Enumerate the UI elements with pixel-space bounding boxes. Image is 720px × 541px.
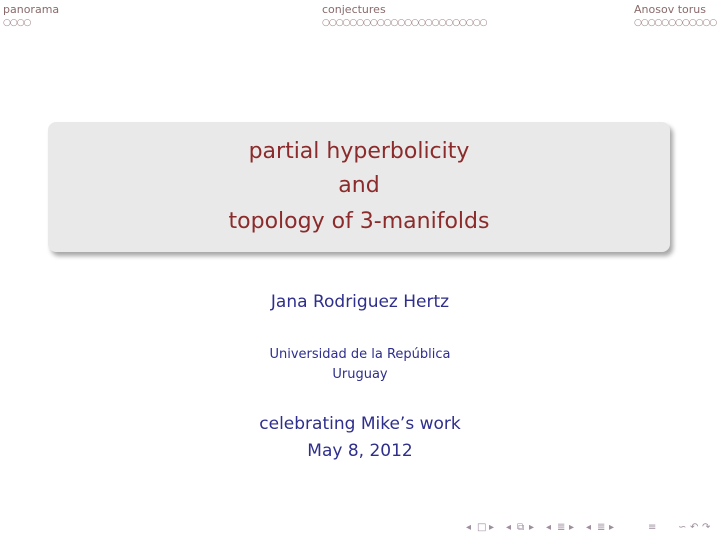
nav-subsection-icon[interactable]: ⧉ [517, 522, 525, 533]
nav-section-anosov-torus[interactable]: Anosov torus [634, 3, 706, 16]
nav-left-arrow-icon[interactable]: ◂ [506, 522, 512, 533]
nav-right-arrow-icon[interactable]: ▸ [529, 522, 535, 533]
institution-name: Universidad de la República [269, 347, 451, 362]
nav-appendix-icon[interactable]: ≡ [648, 522, 657, 533]
date-line: May 8, 2012 [307, 441, 413, 461]
nav-search-icon[interactable]: ∽ [678, 522, 687, 533]
title-box [48, 122, 670, 252]
nav-document-icon[interactable]: ≣ [597, 522, 606, 533]
occasion-line: celebrating Mike’s work [259, 414, 461, 434]
nav-right-arrow-icon[interactable]: ▸ [569, 522, 575, 533]
nav-left-arrow-icon[interactable]: ◂ [546, 522, 552, 533]
nav-section-conjectures[interactable]: conjectures [322, 3, 386, 16]
nav-back-icon[interactable]: ↶ [690, 522, 699, 533]
nav-right-arrow-icon[interactable]: ▸ [489, 522, 495, 533]
title-line-1: partial hyperbolicity [248, 139, 470, 164]
nav-left-arrow-icon[interactable]: ◂ [466, 522, 472, 533]
nav-dots-panorama[interactable]: ○○○○ [3, 18, 31, 28]
nav-dots-conjectures[interactable]: ○○○○○○○○○○○○○○○○○○○○○○○○ [322, 18, 487, 28]
nav-section-panorama[interactable]: panorama [3, 3, 60, 16]
beamer-navigation-symbols [466, 522, 716, 536]
title-line-3: topology of 3-manifolds [228, 209, 490, 234]
author-name: Jana Rodriguez Hertz [270, 292, 450, 312]
institution-country: Uruguay [332, 367, 388, 382]
nav-frame-icon[interactable]: □ [477, 522, 487, 533]
section-navigation [0, 0, 720, 36]
nav-section-icon[interactable]: ≣ [557, 522, 566, 533]
nav-dots-anosov-torus[interactable]: ○○○○○○○○○○○○ [634, 18, 717, 28]
nav-right-arrow-icon[interactable]: ▸ [609, 522, 615, 533]
nav-forward-icon[interactable]: ↷ [702, 522, 711, 533]
nav-left-arrow-icon[interactable]: ◂ [586, 522, 592, 533]
title-line-2: and [338, 173, 380, 198]
